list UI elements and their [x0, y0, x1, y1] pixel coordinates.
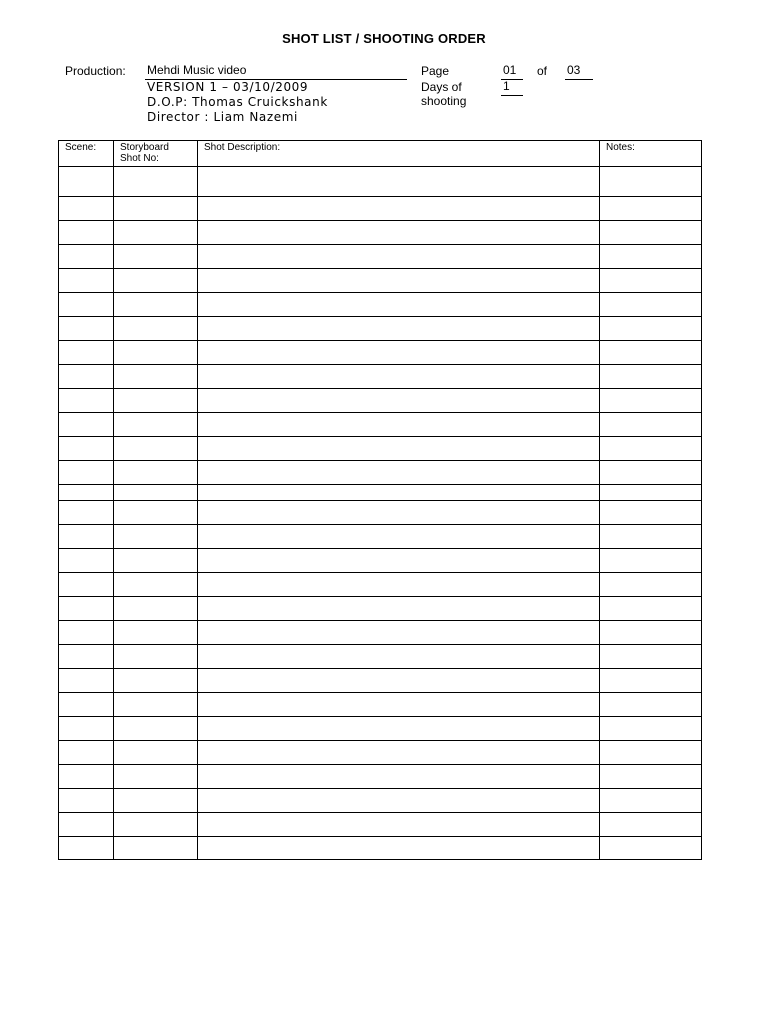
table-row: [59, 293, 702, 317]
table-row: [59, 549, 702, 573]
storyboard-cell[interactable]: [114, 597, 198, 621]
notes-cell[interactable]: [600, 765, 702, 789]
notes-cell[interactable]: [600, 365, 702, 389]
notes-cell[interactable]: [600, 341, 702, 365]
table-row: [59, 573, 702, 597]
description-cell[interactable]: [198, 693, 600, 717]
storyboard-cell[interactable]: [114, 549, 198, 573]
table-row: [59, 597, 702, 621]
description-cell[interactable]: [198, 645, 600, 669]
description-cell[interactable]: [198, 341, 600, 365]
page-label: Page: [421, 64, 450, 78]
description-cell[interactable]: [198, 293, 600, 317]
notes-cell[interactable]: [600, 293, 702, 317]
scene-cell[interactable]: [59, 669, 114, 693]
scene-cell[interactable]: [59, 293, 114, 317]
storyboard-cell[interactable]: [114, 621, 198, 645]
notes-cell[interactable]: [600, 717, 702, 741]
table-row: [59, 525, 702, 549]
description-cell[interactable]: [198, 317, 600, 341]
table-row: [59, 717, 702, 741]
table-row: [59, 317, 702, 341]
scene-cell[interactable]: [59, 525, 114, 549]
description-cell[interactable]: [198, 525, 600, 549]
notes-cell[interactable]: [600, 167, 702, 197]
scene-cell[interactable]: [59, 317, 114, 341]
notes-cell[interactable]: [600, 621, 702, 645]
notes-cell[interactable]: [600, 597, 702, 621]
storyboard-cell[interactable]: [114, 341, 198, 365]
description-cell[interactable]: [198, 789, 600, 813]
scene-cell[interactable]: [59, 789, 114, 813]
scene-cell[interactable]: [59, 645, 114, 669]
table-row: [59, 789, 702, 813]
scene-cell[interactable]: [59, 813, 114, 837]
storyboard-cell[interactable]: [114, 293, 198, 317]
description-cell[interactable]: [198, 413, 600, 437]
storyboard-cell[interactable]: [114, 693, 198, 717]
description-cell[interactable]: [198, 437, 600, 461]
description-cell[interactable]: [198, 485, 600, 501]
storyboard-cell[interactable]: [114, 245, 198, 269]
table-row: [59, 741, 702, 765]
description-cell[interactable]: [198, 717, 600, 741]
table-row: [59, 485, 702, 501]
director-line: Director : Liam Nazemi: [147, 110, 298, 124]
storyboard-cell[interactable]: [114, 789, 198, 813]
table-row: [59, 413, 702, 437]
of-label: of: [537, 64, 548, 78]
storyboard-cell[interactable]: [114, 437, 198, 461]
description-cell[interactable]: [198, 765, 600, 789]
notes-cell[interactable]: [600, 197, 702, 221]
storyboard-cell[interactable]: [114, 461, 198, 485]
table-row: [59, 837, 702, 860]
description-cell[interactable]: [198, 245, 600, 269]
days-underline: [501, 95, 523, 96]
table-row: [59, 437, 702, 461]
scene-cell[interactable]: [59, 413, 114, 437]
scene-cell[interactable]: [59, 549, 114, 573]
storyboard-cell[interactable]: [114, 645, 198, 669]
table-row: [59, 461, 702, 485]
production-value[interactable]: Mehdi Music video: [147, 63, 247, 77]
storyboard-cell[interactable]: [114, 813, 198, 837]
scene-cell[interactable]: [59, 485, 114, 501]
version-line: VERSION 1 – 03/10/2009: [147, 80, 309, 94]
table-row: [59, 693, 702, 717]
scene-cell[interactable]: [59, 245, 114, 269]
col-header-scene: Scene:: [59, 141, 114, 167]
of-value[interactable]: 03: [567, 63, 581, 77]
description-cell[interactable]: [198, 741, 600, 765]
col-header-storyboard: Storyboard Shot No:: [114, 141, 198, 167]
storyboard-cell[interactable]: [114, 167, 198, 197]
storyboard-cell[interactable]: [114, 765, 198, 789]
of-underline: [565, 79, 593, 80]
days-value[interactable]: 1: [503, 79, 510, 93]
notes-cell[interactable]: [600, 549, 702, 573]
notes-cell[interactable]: [600, 389, 702, 413]
table-row: [59, 645, 702, 669]
table-row: [59, 389, 702, 413]
storyboard-cell[interactable]: [114, 317, 198, 341]
notes-cell[interactable]: [600, 693, 702, 717]
storyboard-cell[interactable]: [114, 485, 198, 501]
description-cell[interactable]: [198, 389, 600, 413]
scene-cell[interactable]: [59, 341, 114, 365]
table-row: [59, 197, 702, 221]
table-row: [59, 669, 702, 693]
description-cell[interactable]: [198, 813, 600, 837]
notes-cell[interactable]: [600, 573, 702, 597]
storyboard-cell[interactable]: [114, 501, 198, 525]
description-cell[interactable]: [198, 167, 600, 197]
description-cell[interactable]: [198, 573, 600, 597]
description-cell[interactable]: [198, 597, 600, 621]
table-row: [59, 167, 702, 197]
col-header-description: Shot Description:: [198, 141, 600, 167]
notes-cell[interactable]: [600, 789, 702, 813]
scene-cell[interactable]: [59, 597, 114, 621]
table-row: [59, 269, 702, 293]
dop-line: D.O.P: Thomas Cruickshank: [147, 95, 328, 109]
table-row: [59, 221, 702, 245]
notes-cell[interactable]: [600, 525, 702, 549]
notes-cell[interactable]: [600, 741, 702, 765]
scene-cell[interactable]: [59, 573, 114, 597]
description-cell[interactable]: [198, 365, 600, 389]
scene-cell[interactable]: [59, 837, 114, 860]
notes-cell[interactable]: [600, 645, 702, 669]
description-cell[interactable]: [198, 669, 600, 693]
notes-cell[interactable]: [600, 437, 702, 461]
description-cell[interactable]: [198, 837, 600, 860]
scene-cell[interactable]: [59, 365, 114, 389]
scene-cell[interactable]: [59, 167, 114, 197]
storyboard-cell[interactable]: [114, 197, 198, 221]
scene-cell[interactable]: [59, 621, 114, 645]
notes-cell[interactable]: [600, 221, 702, 245]
shot-list-table: [58, 140, 702, 860]
scene-cell[interactable]: [59, 501, 114, 525]
page-value[interactable]: 01: [503, 63, 517, 77]
production-label: Production:: [65, 64, 126, 78]
notes-cell[interactable]: [600, 813, 702, 837]
table-header-row: [59, 141, 702, 167]
scene-cell[interactable]: [59, 765, 114, 789]
scene-cell[interactable]: [59, 389, 114, 413]
table-row: [59, 501, 702, 525]
notes-cell[interactable]: [600, 269, 702, 293]
description-cell[interactable]: [198, 221, 600, 245]
storyboard-cell[interactable]: [114, 525, 198, 549]
description-cell[interactable]: [198, 621, 600, 645]
scene-cell[interactable]: [59, 437, 114, 461]
scene-cell[interactable]: [59, 197, 114, 221]
scene-cell[interactable]: [59, 461, 114, 485]
storyboard-cell[interactable]: [114, 669, 198, 693]
notes-cell[interactable]: [600, 413, 702, 437]
scene-cell[interactable]: [59, 693, 114, 717]
notes-cell[interactable]: [600, 485, 702, 501]
table-row: [59, 621, 702, 645]
scene-cell[interactable]: [59, 717, 114, 741]
storyboard-cell[interactable]: [114, 389, 198, 413]
days-label-line2: shooting: [421, 94, 467, 108]
storyboard-cell[interactable]: [114, 413, 198, 437]
table-row: [59, 813, 702, 837]
table-row: [59, 341, 702, 365]
scene-cell[interactable]: [59, 269, 114, 293]
storyboard-cell[interactable]: [114, 837, 198, 860]
storyboard-cell[interactable]: [114, 365, 198, 389]
table-body: [59, 167, 702, 860]
description-cell[interactable]: [198, 549, 600, 573]
table-row: [59, 365, 702, 389]
notes-cell[interactable]: [600, 501, 702, 525]
table-row: [59, 765, 702, 789]
notes-cell[interactable]: [600, 837, 702, 860]
storyboard-cell[interactable]: [114, 269, 198, 293]
scene-cell[interactable]: [59, 221, 114, 245]
storyboard-cell[interactable]: [114, 221, 198, 245]
description-cell[interactable]: [198, 269, 600, 293]
notes-cell[interactable]: [600, 669, 702, 693]
table-row: [59, 245, 702, 269]
description-cell[interactable]: [198, 501, 600, 525]
notes-cell[interactable]: [600, 317, 702, 341]
scene-cell[interactable]: [59, 741, 114, 765]
notes-cell[interactable]: [600, 461, 702, 485]
days-label-line1: Days of: [421, 80, 462, 94]
storyboard-cell[interactable]: [114, 573, 198, 597]
storyboard-cell[interactable]: [114, 741, 198, 765]
notes-cell[interactable]: [600, 245, 702, 269]
col-header-notes: Notes:: [600, 141, 702, 167]
storyboard-cell[interactable]: [114, 717, 198, 741]
page-title: SHOT LIST / SHOOTING ORDER: [282, 31, 486, 46]
description-cell[interactable]: [198, 197, 600, 221]
description-cell[interactable]: [198, 461, 600, 485]
